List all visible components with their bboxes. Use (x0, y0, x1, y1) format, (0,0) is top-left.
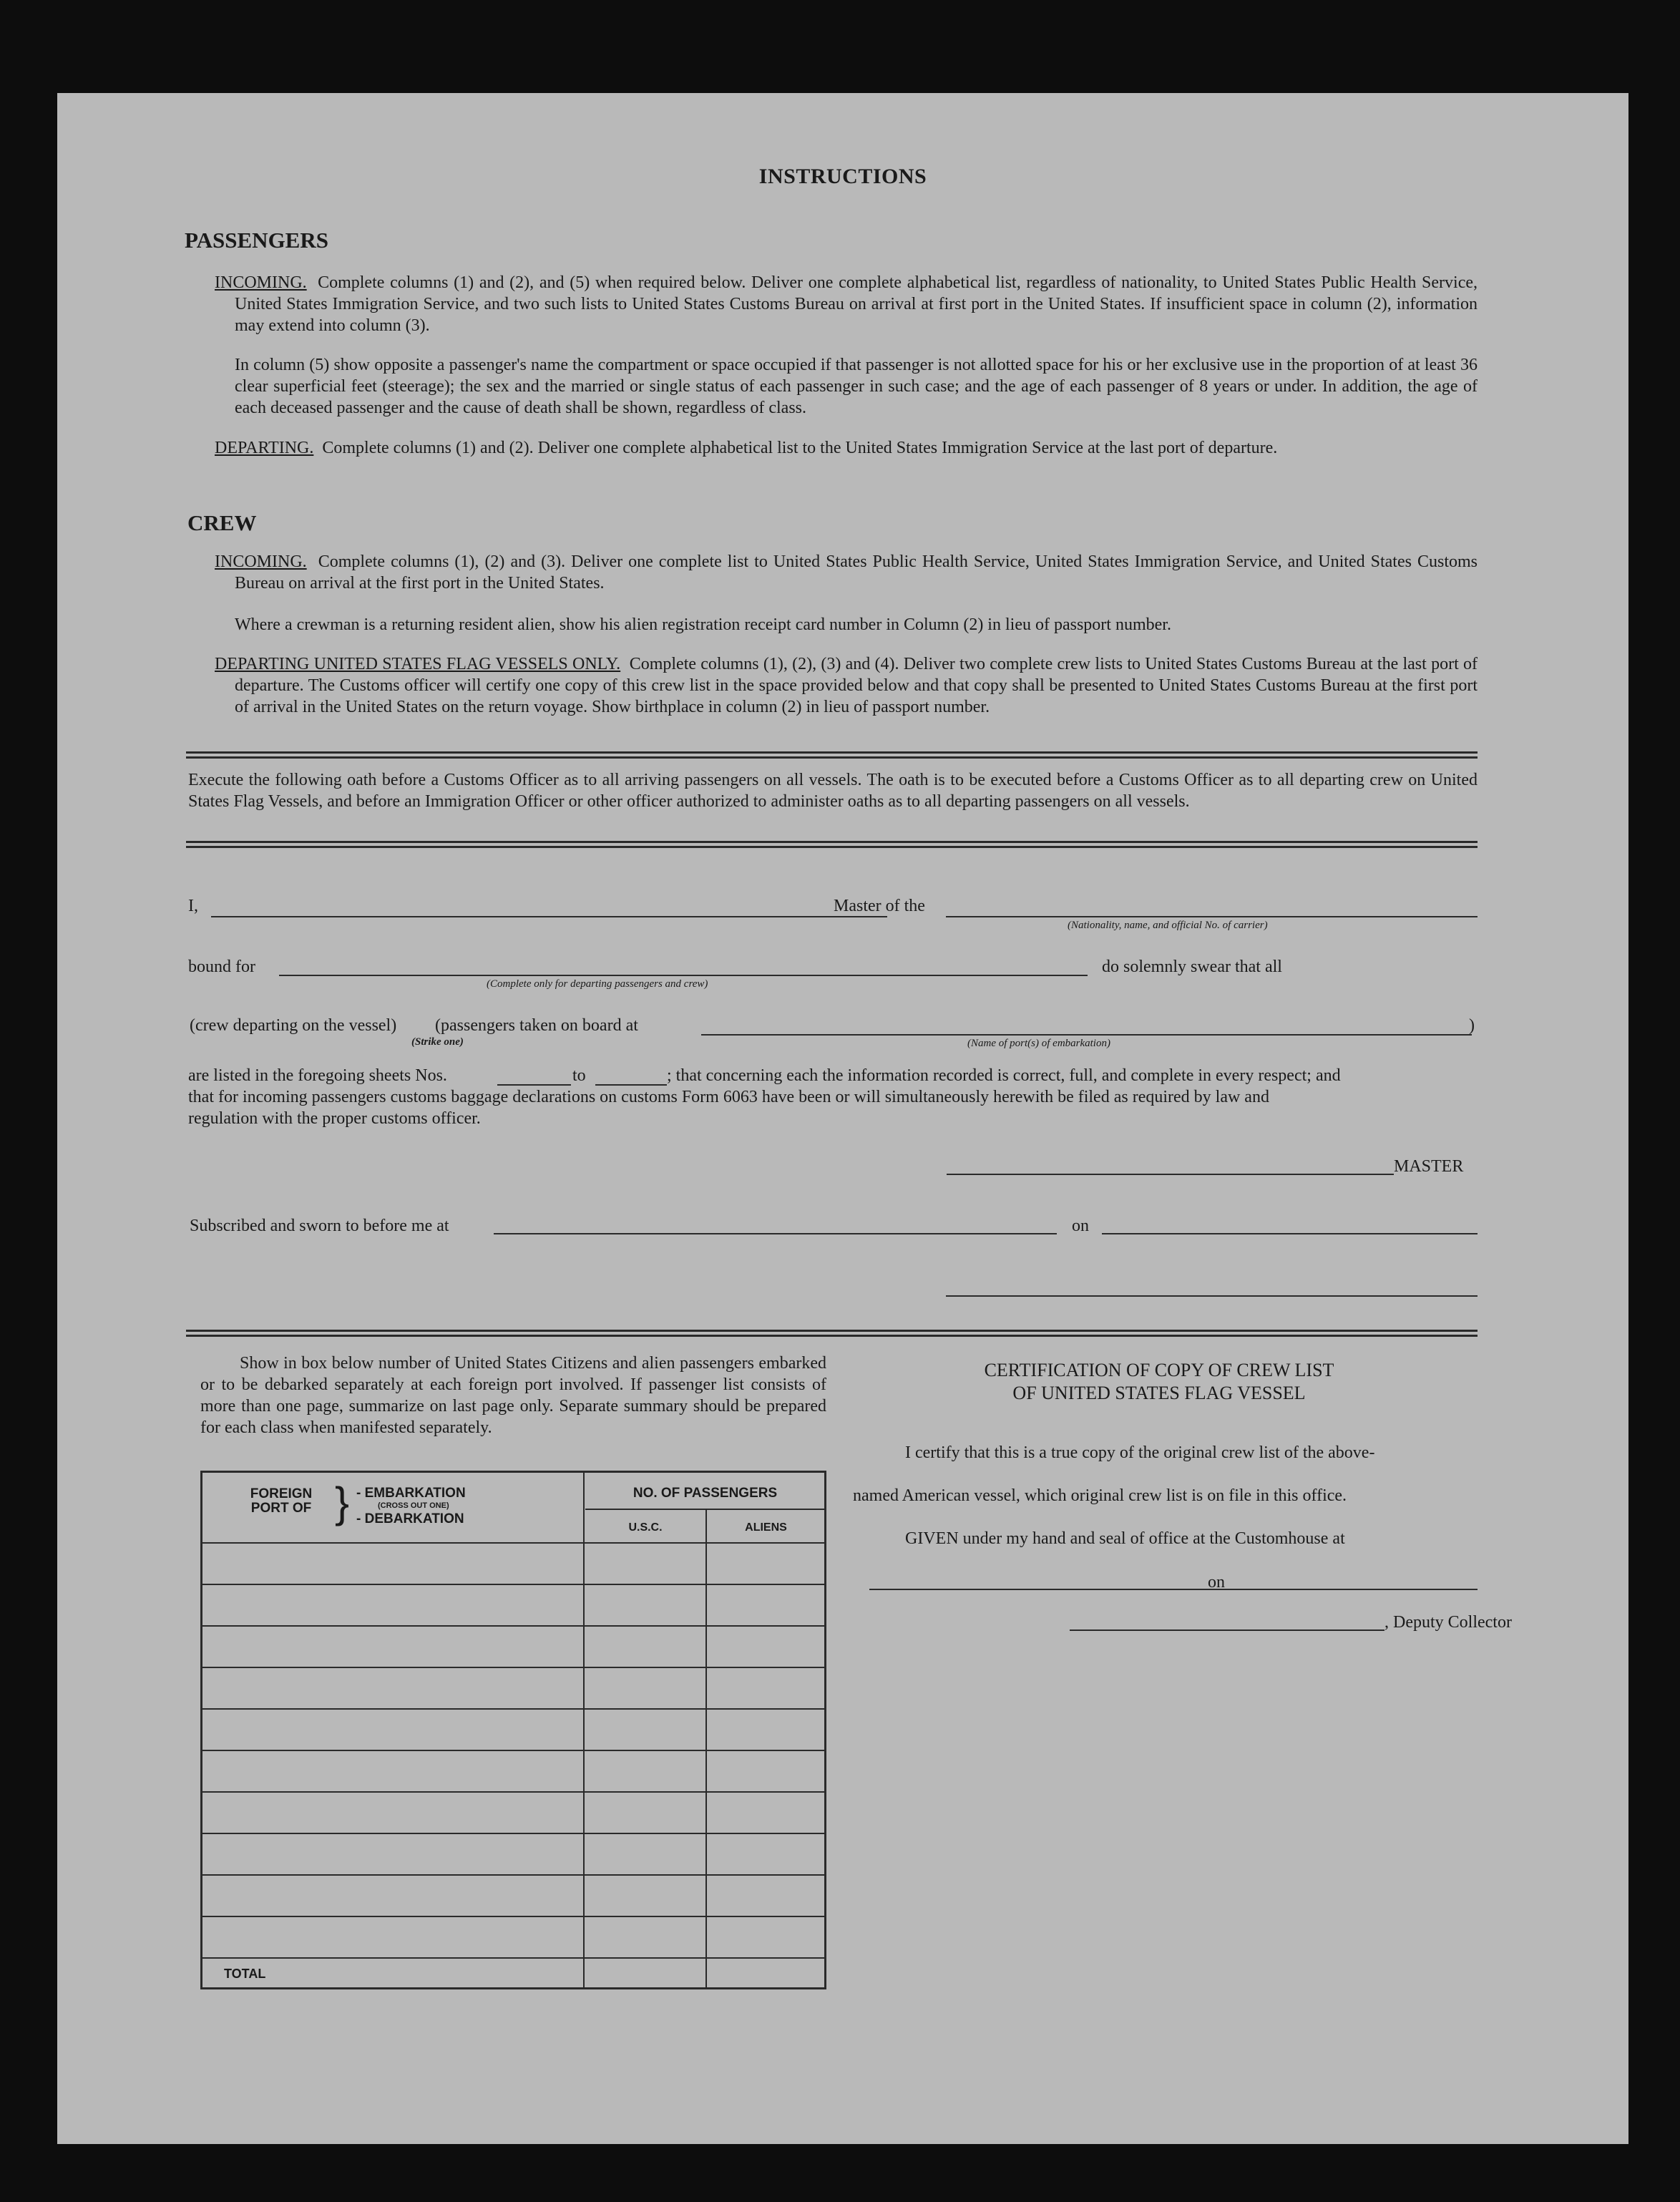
master-label: MASTER (1394, 1157, 1464, 1176)
listed-rest-2: that for incoming passengers customs baggage declarations on customs Form 6063 have been or will simultaneously herewith be filed as required by law and (188, 1088, 1269, 1106)
table-row-line (202, 1957, 824, 1959)
sheets-from-line[interactable] (497, 1084, 571, 1086)
header-bottom-line (202, 1542, 824, 1544)
sworn-on-label: on (1072, 1217, 1089, 1235)
divider (186, 751, 1478, 759)
table-row-line (202, 1916, 824, 1917)
certification-title-1: CERTIFICATION OF COPY OF CREW LIST (984, 1360, 1334, 1380)
summary-instruction: Show in box below number of United States Citizens and alien passengers embarked or to be debarked separately at each foreign port involved. If passenger list consists of more than one page, summarize on last page only. Separate summary should be prepared for each class when manifested separately. (200, 1354, 826, 1437)
embarkation-header: - EMBARKATION (356, 1486, 466, 1501)
embarkation-hint: (Name of port(s) of embarkation) (967, 1038, 1110, 1049)
table-row-line (202, 1667, 824, 1668)
table-row-line (202, 1750, 824, 1751)
crew-resident-paragraph: Where a crewman is a returning resident alien, show his alien registration receipt card number in Column (2) in lieu of passport number. (235, 615, 1171, 634)
swear-label: do solemnly swear that all (1102, 958, 1282, 976)
crew-incoming-paragraph (215, 551, 1478, 594)
subscribed-label: Subscribed and sworn to before me at (190, 1217, 449, 1235)
table-row-line (202, 1625, 824, 1627)
bound-for-line[interactable] (279, 975, 1088, 976)
customhouse-line[interactable] (869, 1589, 1258, 1590)
embarkation-ports-line[interactable] (701, 1034, 1472, 1036)
sheets-to-line[interactable] (595, 1084, 667, 1086)
to-label: to (572, 1066, 586, 1085)
form-sheet (57, 93, 1628, 2144)
strike-hint: (Strike one) (411, 1036, 464, 1048)
passengers-departing-label: DEPARTING. (215, 439, 314, 457)
table-row-line (202, 1833, 824, 1834)
close-paren: ) (1469, 1016, 1475, 1035)
usc-header: U.S.C. (628, 1521, 663, 1534)
crew-departing-option: (crew departing on the vessel) (190, 1016, 397, 1035)
official-signature-line[interactable] (946, 1295, 1478, 1297)
brace: } (335, 1478, 350, 1526)
divider (186, 841, 1478, 848)
debarkation-header: - DEBARKATION (356, 1511, 464, 1526)
table-row-line (202, 1584, 824, 1585)
table-row-line (202, 1708, 824, 1710)
passenger-summary-table (200, 1471, 826, 1989)
passengers-incoming-label: INCOMING. (215, 273, 307, 292)
bound-for-hint: (Complete only for departing passengers and crew) (487, 978, 708, 990)
passengers-departing-paragraph (215, 437, 1478, 459)
no-of-passengers-header: NO. OF PASSENGERS (633, 1486, 778, 1501)
certification-date-line[interactable] (1236, 1589, 1478, 1590)
sworn-place-line[interactable] (494, 1233, 1057, 1234)
total-label: TOTAL (224, 1967, 266, 1981)
crew-departing-paragraph (215, 653, 1478, 718)
certification-title-2: OF UNITED STATES FLAG VESSEL (1012, 1383, 1306, 1403)
listed-rest-1: ; that concerning each the information recorded is correct, full, and complete in every respect; and (667, 1066, 1341, 1085)
deputy-collector-line[interactable] (1070, 1629, 1384, 1631)
bound-for-label: bound for (188, 958, 255, 976)
crew-departing-label: DEPARTING UNITED STATES FLAG VESSELS ONLY. (215, 655, 621, 673)
carrier-line[interactable] (946, 916, 1478, 917)
master-name-line[interactable] (211, 916, 887, 917)
crew-heading: CREW (187, 510, 257, 535)
foreign-port-header: FOREIGN PORT OF (250, 1486, 313, 1516)
cross-out-hint: (CROSS OUT ONE) (378, 1501, 449, 1510)
page-title: INSTRUCTIONS (758, 165, 927, 188)
certify-line-2: named American vessel, which original crew list is on file in this office. (853, 1486, 1347, 1505)
master-signature-line[interactable] (947, 1174, 1394, 1175)
deputy-collector-label: , Deputy Collector (1384, 1613, 1512, 1632)
table-row-line (202, 1791, 824, 1793)
given-line: GIVEN under my hand and seal of office at the Customhouse at (905, 1529, 1345, 1548)
master-of-label: Master of the (834, 897, 925, 915)
crew-departing-text: Complete columns (1), (2), (3) and (4). Deliver two complete crew lists to United States Customs Bureau at the last port of departure. The Customs officer will certify one copy of this crew list in the space provided below and that copy shall be presented to United States Customs Bureau at the first port of arrival in the United States on the return voyage. Show birthplace in column (2) in lieu of passport number. (235, 655, 1478, 716)
passengers-heading: PASSENGERS (185, 228, 328, 253)
table-row-line (202, 1874, 824, 1876)
listed-label: are listed in the foregoing sheets Nos. (188, 1066, 447, 1085)
sworn-date-line[interactable] (1102, 1233, 1478, 1234)
divider (186, 1330, 1478, 1337)
crew-incoming-text: Complete columns (1), (2) and (3). Deliver one complete list to United States Public Health Service, United States Immigration Service, and United States Customs Bureau on arrival at the first port in the United States. (235, 552, 1478, 593)
carrier-hint: (Nationality, name, and official No. of carrier) (1068, 920, 1268, 931)
passengers-departing-text: Complete columns (1) and (2). Deliver one complete alphabetical list to the United States Immigration Service at the last port of departure. (322, 439, 1278, 457)
certification-on-label: on (1208, 1573, 1225, 1592)
oath-i-label: I, (188, 897, 198, 915)
certify-line-1: I certify that this is a true copy of the original crew list of the above- (905, 1443, 1375, 1462)
port-column-line (583, 1473, 585, 1987)
passengers-taken-option: (passengers taken on board at (435, 1016, 638, 1035)
passengers-column5-paragraph: In column (5) show opposite a passenger's name the compartment or space occupied if that passenger is not allotted space for his or her exclusive use in the proportion of at least 36 clear superficial feet (steerage); the sex and the married or single status of each passenger in such case; and the age of each passenger of 8 years or under. In addition, the age of each deceased passenger and the cause of death shall be shown, regardless of class. (235, 356, 1478, 417)
listed-rest-3: regulation with the proper customs officer. (188, 1109, 481, 1128)
passengers-incoming-text: Complete columns (1) and (2), and (5) when required below. Deliver one complete alphabetical list, regardless of nationality, to United States Public Health Service, United States Immigration Service, and two such lists to United States Customs Bureau on arrival at first port in the United States. If insufficient space in column (2), information may extend into column (3). (235, 273, 1478, 335)
oath-instruction: Execute the following oath before a Customs Officer as to all arriving passengers on all vessels. The oath is to be executed before a Customs Officer as to all departing crew on United States Flag Vessels, and before an Immigration Officer or other officer authorized to administer oaths as to all departing passengers on all vessels. (188, 771, 1478, 811)
passengers-incoming-paragraph (215, 272, 1478, 336)
crew-incoming-label: INCOMING. (215, 552, 307, 571)
aliens-header: ALIENS (745, 1521, 787, 1534)
